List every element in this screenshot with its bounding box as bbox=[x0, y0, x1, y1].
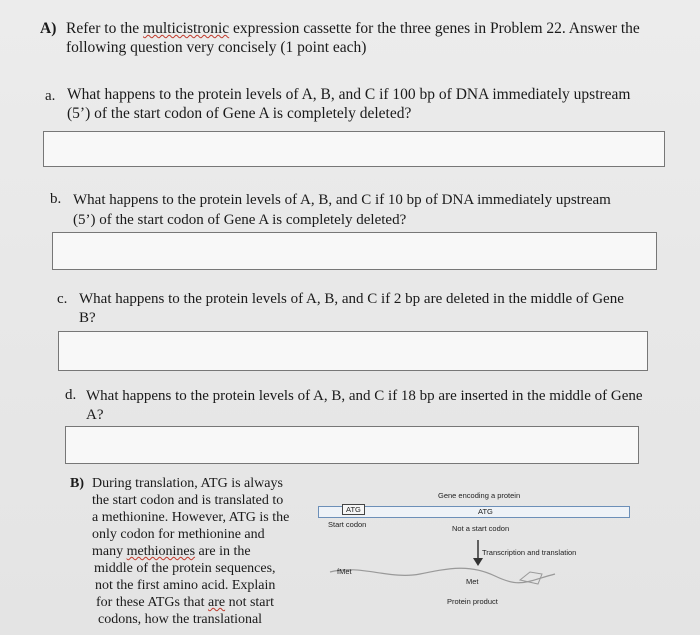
protein-product-label: Protein product bbox=[447, 597, 498, 606]
subq-c-line1: What happens to the protein levels of A, B, and C if 2 bp are deleted in the middle of Gene bbox=[79, 291, 624, 307]
subq-a-line1: What happens to the protein levels of A, B, and C if 100 bp of DNA immediately upstream bbox=[67, 86, 631, 103]
start-codon-label: Start codon bbox=[328, 520, 367, 529]
transcription-label: Transcription and translation bbox=[482, 548, 577, 557]
b8-pre: for these ATGs that bbox=[96, 595, 208, 610]
methionines-word: methionines bbox=[126, 544, 196, 559]
fmet-label: fMet bbox=[337, 567, 352, 576]
gene-label: Gene encoding a protein bbox=[438, 491, 521, 500]
subq-b-line1: What happens to the protein levels of A, B, and C if 10 bp of DNA immediately upstream bbox=[73, 192, 611, 208]
atg-right: ATG bbox=[478, 507, 493, 516]
met-label: Met bbox=[466, 577, 479, 586]
are-word: are bbox=[207, 595, 226, 610]
question-b-line-8 bbox=[96, 594, 274, 611]
question-b-line-4: only codon for methionine and bbox=[92, 527, 265, 542]
question-b-line-3: a methionine. However, ATG is the bbox=[92, 510, 290, 525]
answer-box-b[interactable] bbox=[52, 232, 657, 270]
protein-curve bbox=[320, 560, 560, 594]
question-a-label: A) bbox=[40, 20, 57, 37]
question-b-line-2: the start codon and is translated to bbox=[92, 493, 284, 508]
multicistronic-word: multicistronic bbox=[143, 20, 230, 37]
subq-b-label: b. bbox=[50, 191, 62, 207]
subq-c-label: c. bbox=[57, 291, 68, 307]
atg-box: ATG bbox=[342, 504, 365, 515]
subq-a-line2: (5’) of the start codon of Gene A is completely deleted? bbox=[67, 105, 412, 122]
answer-box-c[interactable] bbox=[58, 331, 648, 371]
question-a-line1 bbox=[66, 20, 640, 38]
answer-box-d[interactable] bbox=[65, 426, 639, 464]
question-a-text-pre: Refer to the bbox=[66, 20, 144, 37]
b8-post: not start bbox=[225, 595, 275, 610]
subq-d-line1: What happens to the protein levels of A, B, and C if 18 bp are inserted in the middle of Gene bbox=[86, 388, 643, 404]
question-b-line-6: middle of the protein sequences, bbox=[94, 561, 276, 576]
question-b-label: B) bbox=[70, 476, 84, 491]
subq-a-label: a. bbox=[45, 88, 56, 104]
subq-c-line2: B? bbox=[79, 310, 96, 326]
b5-post: are in the bbox=[195, 544, 251, 559]
subq-d-label: d. bbox=[65, 387, 77, 403]
question-a-line2: following question very concisely (1 point each) bbox=[66, 39, 367, 56]
question-b-line-1: During translation, ATG is always bbox=[92, 476, 283, 491]
b5-pre: many bbox=[92, 544, 127, 559]
not-start-label: Not a start codon bbox=[452, 524, 510, 533]
question-b-line-9: codons, how the translational bbox=[98, 612, 263, 627]
question-b-line-5 bbox=[92, 543, 251, 560]
subq-d-line2: A? bbox=[86, 407, 104, 423]
question-a-text-post: expression cassette for the three genes in Problem 22. Answer the bbox=[229, 20, 640, 37]
question-b-line-7: not the first amino acid. Explain bbox=[95, 578, 276, 593]
subq-b-line2: (5’) of the start codon of Gene A is completely deleted? bbox=[73, 212, 407, 228]
answer-box-a[interactable] bbox=[43, 131, 665, 167]
